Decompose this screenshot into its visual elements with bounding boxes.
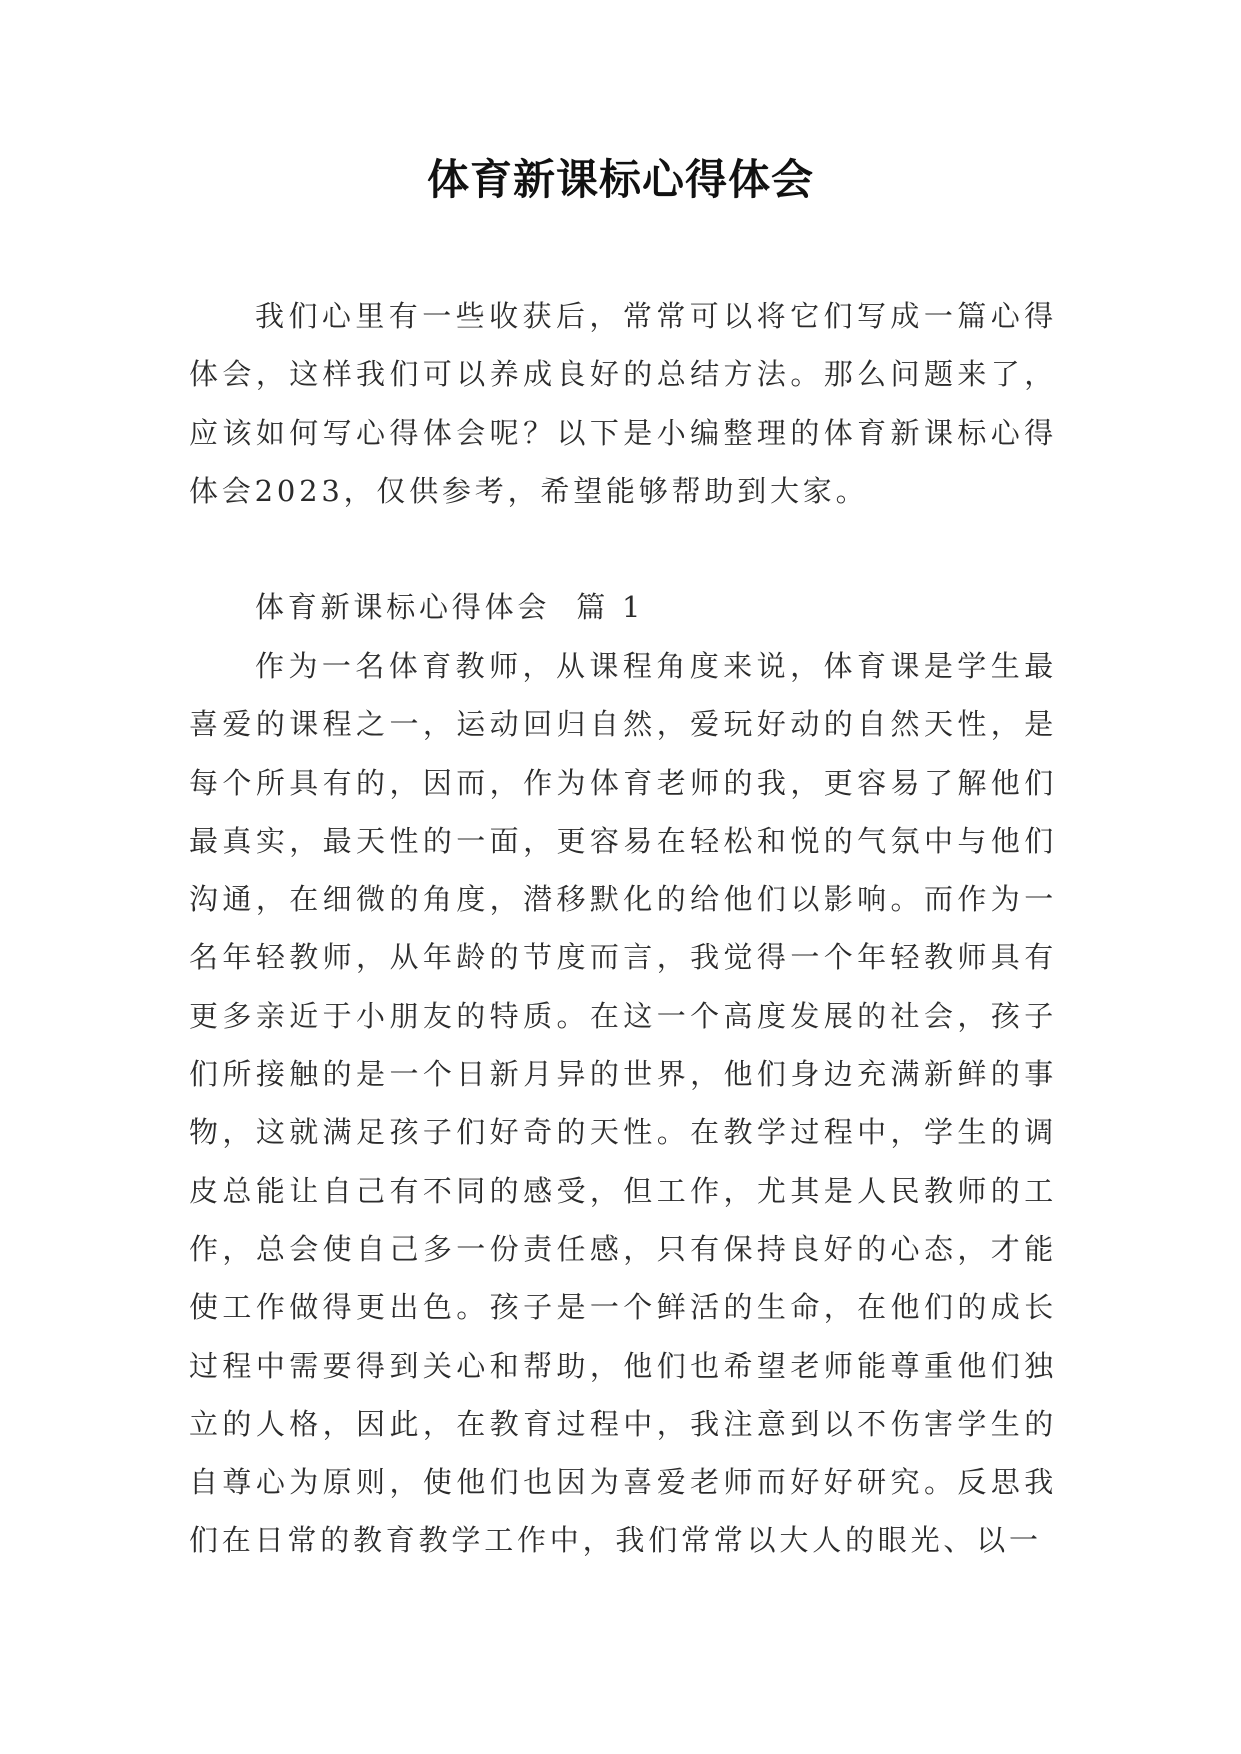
intro-paragraph: 我们心里有一些收获后，常常可以将它们写成一篇心得体会，这样我们可以养成良好的总结方法。那么问题来了，应该如何写心得体会呢？以下是小编整理的体育新课标心得体会2023，仅供参考，希望能够帮助到大家。	[189, 299, 1057, 508]
document-title: 体育新课标心得体会	[426, 155, 814, 204]
section-body-paragraph: 作为一名体育教师，从课程角度来说，体育课是学生最喜爱的课程之一，运动回归自然，爱玩好动的自然天性，是每个所具有的，因而，作为体育老师的我，更容易了解他们最真实，最天性的一面，更容易在轻松和悦的气氛中与他们沟通，在细微的角度，潜移默化的给他们以影响。而作为一名年轻教师，从年龄的节度而言，我觉得一个年轻教师具有更多亲近于小朋友的特质。在这一个高度发展的社会，孩子们所接触的是一个日新月异的世界，他们身边充满新鲜的事物，这就满足孩子们好奇的天性。在教学过程中，学生的调皮总能让自己有不同的感受，但工作，尤其是人民教师的工作，总会使自己多一份责任感，只有保持良好的心态，才能使工作做得更出色。孩子是一个鲜活的生命，在他们的成长过程中需要得到关心和帮助，他们也希望老师能尊重他们独立的人格，因此，在教育过程中，我注意到以不伤害学生的自尊心为原则，使他们也因为喜爱老师而好好研究。反思我们在日常的教育教学工作中，我们常常以大人的眼光、以一	[189, 649, 1057, 1558]
section-heading: 体育新课标心得体会 篇 1	[255, 590, 645, 624]
